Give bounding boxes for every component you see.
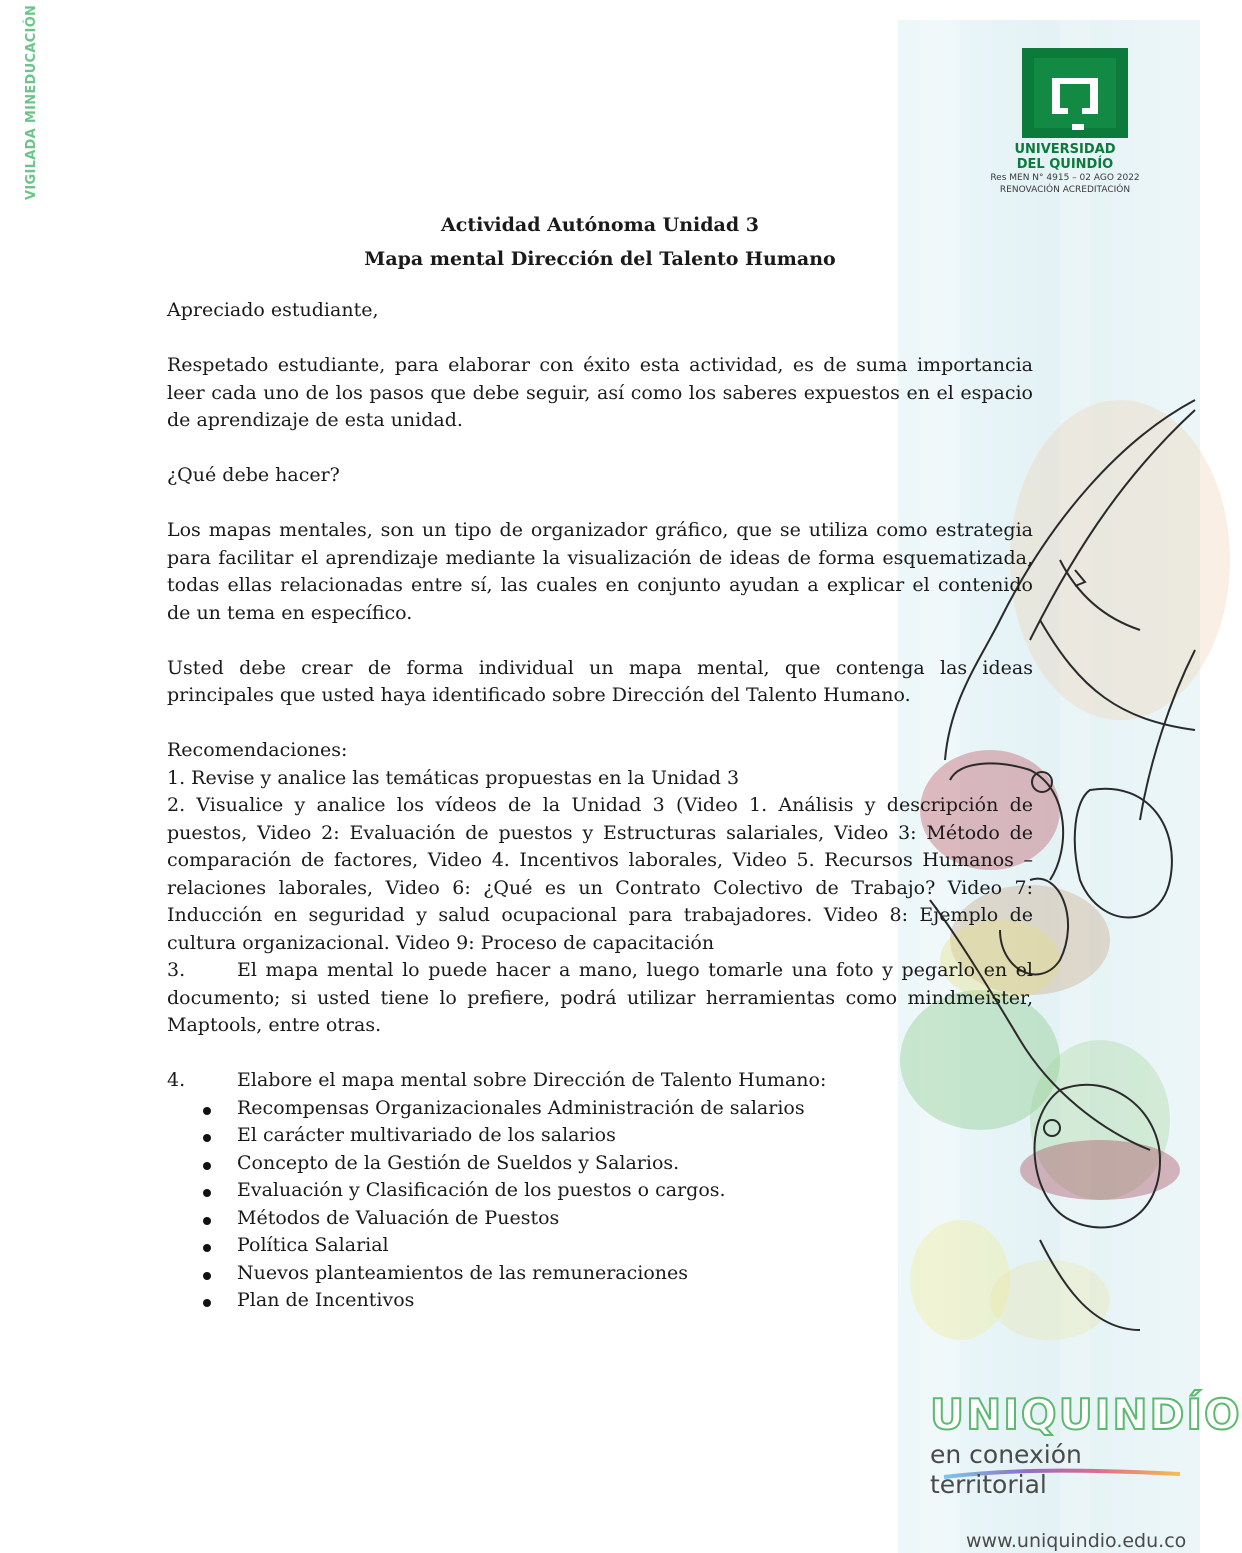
document-subtitle: Mapa mental Dirección del Talento Humano bbox=[364, 247, 836, 270]
recommendations-heading: Recomendaciones: bbox=[167, 739, 348, 761]
logo-line-2: DEL QUINDÍO bbox=[1016, 157, 1114, 172]
recommendation-2: 2. Visualice y analice los vídeos de la Unidad 3 (Video 1. Análisis y descripción de puestos, Video 2: Evaluación de puestos y Estructuras salariales, Video 3: Método de comparación de factores, Video 4. Incentivos laborales, Video 5. Recursos Humanos – relaciones laborales, Video 6: ¿Qué es un Contrato Colectivo de Trabajo? Video 7: Inducción en seguridad y salud ocupacional para trabajadores. Video 8: Ejemplo de cultura organizacional. Video 9: Proceso de capacitación bbox=[167, 794, 1033, 954]
logo-line-3: Res MEN N° 4915 – 02 AGO 2022 bbox=[990, 173, 1140, 183]
footer-branding bbox=[930, 1390, 1242, 1552]
logo-line-1: UNIVERSIDAD bbox=[1014, 142, 1116, 157]
list-item: Plan de Incentivos bbox=[167, 1287, 1033, 1315]
topics-list bbox=[167, 1095, 1033, 1315]
website-url: www.uniquindio.edu.co bbox=[966, 1530, 1187, 1552]
recommendation-1: 1. Revise y analice las temáticas propuestas en la Unidad 3 bbox=[167, 766, 740, 789]
document-body bbox=[167, 212, 1033, 1315]
logo-line-4: RENOVACIÓN ACREDITACIÓN bbox=[999, 185, 1131, 195]
intro-paragraph: Respetado estudiante, para elaborar con éxito esta actividad, es de suma importancia leer cada uno de los pasos que debe seguir, así como los saberes expuestos en el espacio de aprendizaje de esta unidad. bbox=[167, 354, 1033, 431]
paragraph-instructions: Usted debe crear de forma individual un mapa mental, que contenga las ideas principales que usted haya identificado sobre Dirección del Talento Humano. bbox=[167, 656, 1033, 706]
list-item: Evaluación y Clasificación de los puestos o cargos. bbox=[167, 1177, 1033, 1205]
vigilada-mineducacion-watermark: VIGILADA MINEDUCACIÓN bbox=[24, 4, 39, 200]
university-logo bbox=[990, 142, 1140, 196]
recommendation-3-text: El mapa mental lo puede hacer a mano, luego tomarle una foto y pegarlo en el documento; si usted tiene lo prefiere, podrá utilizar herramientas como mindmeister, Maptools, entre otras. bbox=[167, 959, 1033, 1036]
university-shield-logo bbox=[1022, 48, 1128, 138]
recommendation-4 bbox=[167, 1067, 1033, 1095]
recommendation-3-number: 3. bbox=[167, 959, 186, 981]
greeting: Apreciado estudiante, bbox=[167, 299, 379, 321]
recommendation-4-number: 4. bbox=[167, 1069, 186, 1091]
list-item: Métodos de Valuación de Puestos bbox=[167, 1205, 1033, 1233]
recommendation-3 bbox=[167, 957, 1033, 1040]
list-item: Nuevos planteamientos de las remuneraciones bbox=[167, 1260, 1033, 1288]
recommendation-4-text: Elabore el mapa mental sobre Dirección de Talento Humano: bbox=[237, 1069, 827, 1091]
list-item: Recompensas Organizacionales Administración de salarios bbox=[167, 1095, 1033, 1123]
list-item: Concepto de la Gestión de Sueldos y Salarios. bbox=[167, 1150, 1033, 1178]
paragraph-mind-maps: Los mapas mentales, son un tipo de organizador gráfico, que se utiliza como estrategia para facilitar el aprendizaje mediante la visualización de ideas de forma esquematizada, todas ellas relacionadas entre sí, las cuales en conjunto ayudan a explicar el contenido de un tema en específico. bbox=[167, 519, 1033, 624]
list-item: Política Salarial bbox=[167, 1232, 1033, 1260]
list-item: El carácter multivariado de los salarios bbox=[167, 1122, 1033, 1150]
document-title: Actividad Autónoma Unidad 3 bbox=[441, 214, 759, 236]
uniquindio-wordmark: UNIQUINDÍO bbox=[930, 1390, 1242, 1439]
tagline: en conexión territorial bbox=[930, 1440, 1082, 1499]
question-heading: ¿Qué debe hacer? bbox=[167, 464, 340, 486]
